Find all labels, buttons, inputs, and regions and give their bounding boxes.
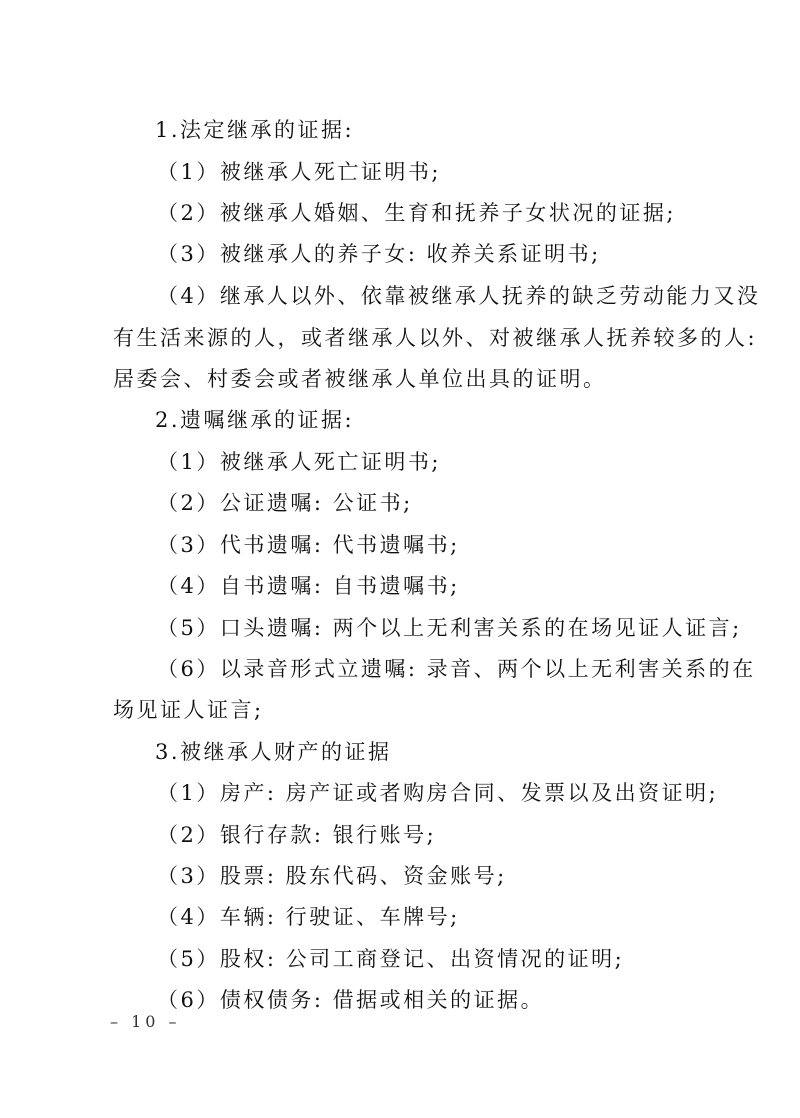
list-item: （1）被继承人死亡证明书; xyxy=(157,450,441,474)
list-item: （4）车辆: 行驶证、车牌号; xyxy=(157,905,460,929)
page-number: – 10 – xyxy=(110,1012,181,1031)
paragraph-line: 有生活来源的人，或者继承人以外、对被继承人抚养较多的人: xyxy=(113,326,758,350)
heading-will-inheritance: 2.遗嘱继承的证据: xyxy=(155,408,355,432)
list-item: （4）自书遗嘱: 自书遗嘱书; xyxy=(157,574,460,598)
list-item: （6）债权债务: 借据或相关的证据。 xyxy=(157,988,545,1012)
paragraph-line: 场见证人证言; xyxy=(113,698,264,722)
heading-estate-evidence: 3.被继承人财产的证据 xyxy=(155,740,392,764)
list-item: （2）公证遗嘱: 公证书; xyxy=(157,491,413,515)
paragraph-line: 居委会、村委会或者被继承人单位出具的证明。 xyxy=(113,367,607,391)
list-item: （2）被继承人婚姻、生育和抚养子女状况的证据; xyxy=(157,201,676,225)
list-item: （2）银行存款: 银行账号; xyxy=(157,823,437,847)
list-item: （6）以录音形式立遗嘱: 录音、两个以上无利害关系的在 xyxy=(157,657,756,681)
list-item: （3）代书遗嘱: 代书遗嘱书; xyxy=(157,533,460,557)
list-item: （5）股权: 公司工商登记、出资情况的证明; xyxy=(157,947,625,971)
list-item: （1）被继承人死亡证明书; xyxy=(157,160,441,184)
list-item: （4）继承人以外、依靠被继承人抚养的缺乏劳动能力又没 xyxy=(157,284,761,308)
heading-statutory-inheritance: 1.法定继承的证据: xyxy=(155,118,355,142)
list-item: （3）股票: 股东代码、资金账号; xyxy=(157,864,507,888)
list-item: （3）被继承人的养子女: 收养关系证明书; xyxy=(157,242,601,266)
list-item: （1）房产: 房产证或者购房合同、发票以及出资证明; xyxy=(157,781,719,805)
list-item: （5）口头遗嘱: 两个以上无利害关系的在场见证人证言; xyxy=(157,616,742,640)
